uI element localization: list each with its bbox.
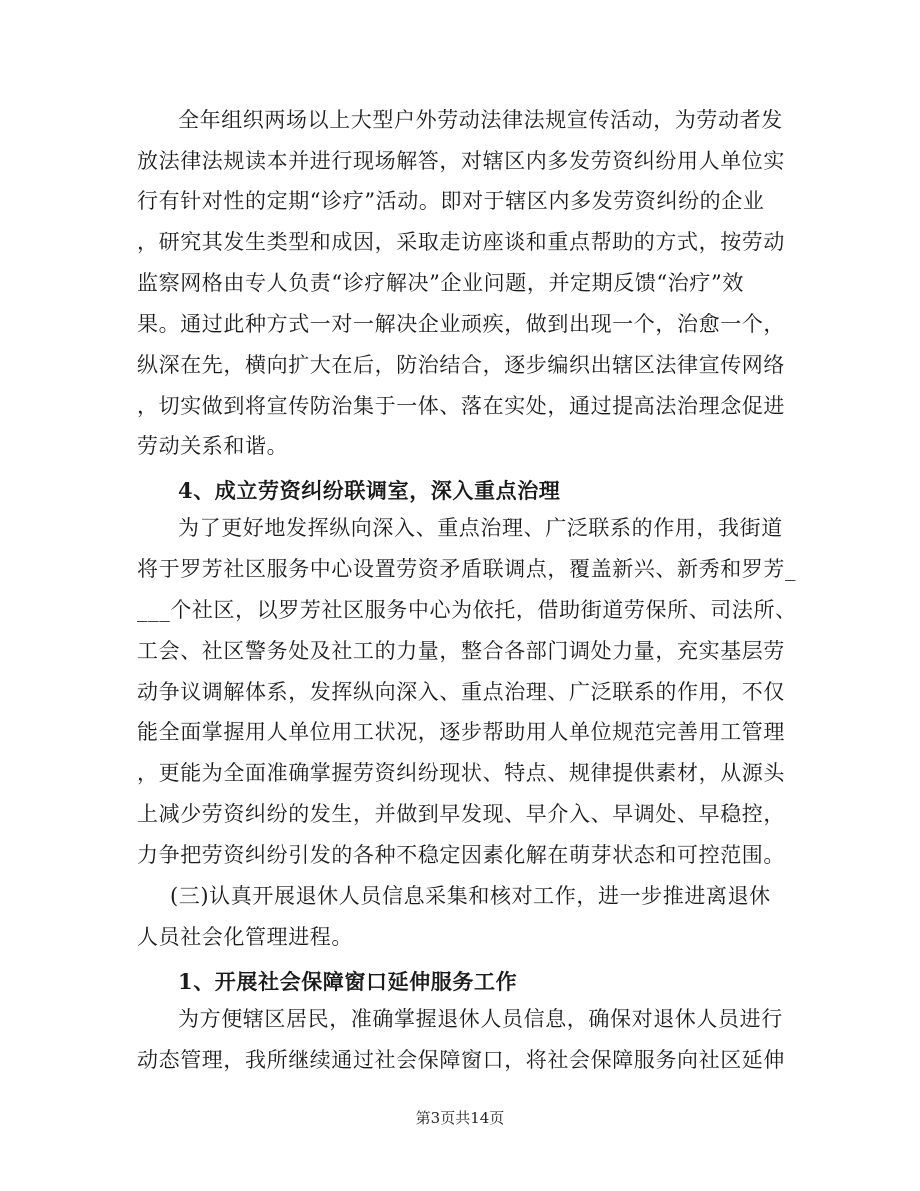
paragraph-line: 动态管理，我所继续通过社会保障窗口，将社会保障服务向社区延伸 — [137, 1048, 785, 1072]
paragraph-line: 为方便辖区居民，准确掌握退休人员信息，确保对退休人员进行 — [178, 1007, 783, 1031]
paragraph-line: ，切实做到将宣传防治集于一体、落在实处，通过提高法治理念促进 — [137, 394, 785, 418]
paragraph-line: (三)认真开展退休人员信息采集和核对工作，进一步推进离退休 — [170, 884, 771, 908]
paragraph-line: 果。通过此种方式一对一解决企业顽疾，做到出现一个，治愈一个， — [137, 312, 785, 336]
paragraph-line: ，研究其发生类型和成因，采取走访座谈和重点帮助的方式，按劳动 — [137, 230, 785, 254]
section-heading: 4、成立劳资纠纷联调室，深入重点治理 — [178, 478, 561, 503]
paragraph-line: 纵深在先，横向扩大在后，防治结合，逐步编织出辖区法律宣传网络 — [137, 353, 785, 377]
paragraph-line: ，更能为全面准确掌握劳资纠纷现状、特点、规律提供素材，从源头 — [137, 761, 785, 785]
paragraph-line: 能全面掌握用人单位用工状况，逐步帮助用人单位规范完善用工管理 — [137, 720, 785, 744]
paragraph-line: 动争议调解体系，发挥纵向深入、重点治理、广泛联系的作用，不仅 — [137, 680, 785, 704]
paragraph-line: 全年组织两场以上大型户外劳动法律法规宣传活动，为劳动者发 — [178, 108, 783, 132]
section-heading: 1、开展社会保障窗口延伸服务工作 — [178, 969, 518, 994]
paragraph-line: 上减少劳资纠纷的发生，并做到早发现、早介入、早调处、早稳控， — [137, 802, 785, 826]
page-number: 第3页共14页 — [415, 1109, 505, 1127]
paragraph-line: 劳动关系和谐。 — [137, 434, 289, 458]
paragraph-line: 工会、社区警务处及社工的力量，整合各部门调处力量，充实基层劳 — [137, 639, 785, 663]
paragraph-line: 为了更好地发挥纵向深入、重点治理、广泛联系的作用，我街道 — [178, 516, 783, 540]
paragraph-line: 人员社会化管理进程。 — [137, 925, 353, 949]
paragraph-line: ___个社区，以罗芳社区服务中心为依托，借助街道劳保所、司法所、 — [137, 598, 797, 622]
paragraph-line: 行有针对性的定期“诊疗”活动。即对于辖区内多发劳资纠纷的企业 — [137, 189, 765, 213]
paragraph-line: 监察网格由专人负责“诊疗解决”企业问题，并定期反馈“治疗”效 — [137, 271, 744, 295]
paragraph-line: 将于罗芳社区服务中心设置劳资矛盾联调点，覆盖新兴、新秀和罗芳_ — [137, 557, 797, 581]
paragraph-line: 力争把劳资纠纷引发的各种不稳定因素化解在萌芽状态和可控范围。 — [137, 843, 785, 867]
paragraph-line: 放法律法规读本并进行现场解答，对辖区内多发劳资纠纷用人单位实 — [137, 149, 785, 173]
